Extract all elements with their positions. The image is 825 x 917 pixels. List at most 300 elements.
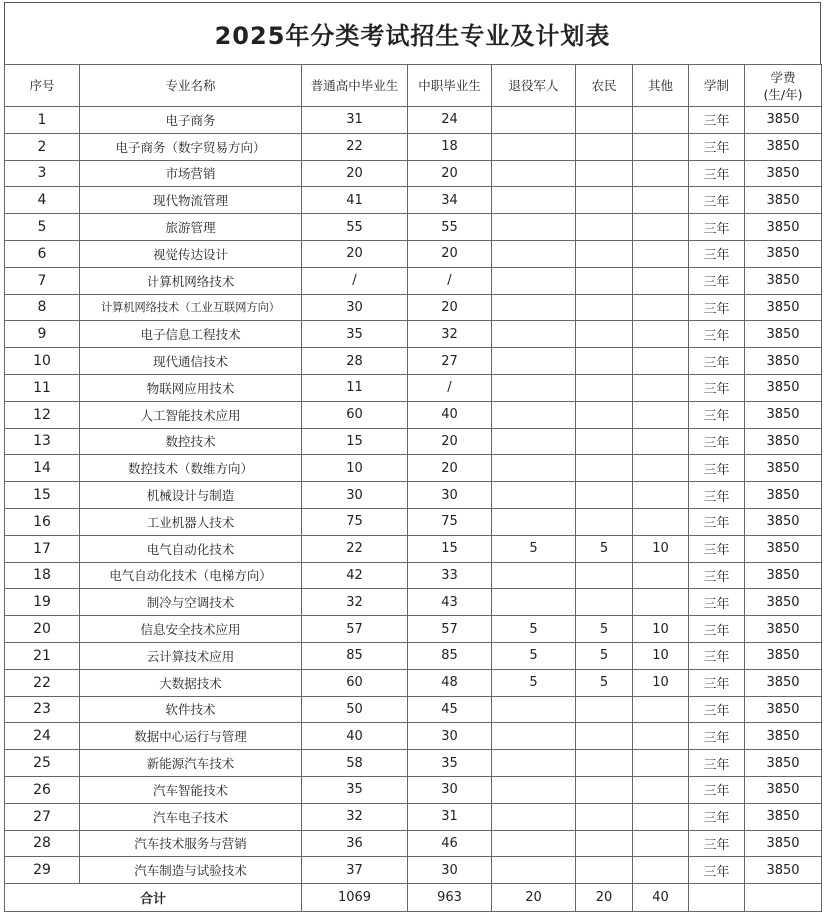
enrollment-plan-table bbox=[4, 64, 822, 912]
cell-high-school: 10 bbox=[302, 455, 408, 482]
cell-vocational: 30 bbox=[408, 857, 492, 884]
cell-other bbox=[633, 321, 689, 348]
cell-no: 23 bbox=[5, 696, 80, 723]
cell-vocational: / bbox=[408, 267, 492, 294]
cell-no: 19 bbox=[5, 589, 80, 616]
cell-major: 数控技术 bbox=[80, 428, 302, 455]
cell-major: 视觉传达设计 bbox=[80, 240, 302, 267]
cell-vocational: 33 bbox=[408, 562, 492, 589]
table-row bbox=[5, 723, 822, 750]
cell-farmer bbox=[576, 294, 633, 321]
cell-vocational: 20 bbox=[408, 160, 492, 187]
cell-fee: 3850 bbox=[745, 589, 822, 616]
cell-major: 计算机网络技术 bbox=[80, 267, 302, 294]
cell-veteran bbox=[492, 482, 576, 509]
cell-fee: 3850 bbox=[745, 750, 822, 777]
cell-vocational: 35 bbox=[408, 750, 492, 777]
cell-no: 4 bbox=[5, 187, 80, 214]
cell-duration: 三年 bbox=[689, 535, 745, 562]
totals-label: 合计 bbox=[5, 884, 302, 912]
cell-farmer bbox=[576, 160, 633, 187]
cell-high-school: 32 bbox=[302, 803, 408, 830]
cell-no: 25 bbox=[5, 750, 80, 777]
cell-other bbox=[633, 428, 689, 455]
cell-duration: 三年 bbox=[689, 723, 745, 750]
cell-other bbox=[633, 187, 689, 214]
table-row bbox=[5, 428, 822, 455]
cell-major: 电气自动化技术（电梯方向） bbox=[80, 562, 302, 589]
cell-other bbox=[633, 562, 689, 589]
totals-other: 40 bbox=[633, 884, 689, 912]
cell-high-school: 32 bbox=[302, 589, 408, 616]
cell-farmer bbox=[576, 482, 633, 509]
cell-veteran bbox=[492, 187, 576, 214]
cell-farmer bbox=[576, 321, 633, 348]
cell-vocational: 55 bbox=[408, 214, 492, 241]
table-row bbox=[5, 857, 822, 884]
cell-high-school: 60 bbox=[302, 669, 408, 696]
cell-duration: 三年 bbox=[689, 214, 745, 241]
cell-fee: 3850 bbox=[745, 830, 822, 857]
cell-veteran: 5 bbox=[492, 642, 576, 669]
cell-farmer bbox=[576, 723, 633, 750]
cell-fee: 3850 bbox=[745, 294, 822, 321]
cell-vocational: 85 bbox=[408, 642, 492, 669]
cell-farmer bbox=[576, 803, 633, 830]
cell-high-school: 36 bbox=[302, 830, 408, 857]
cell-fee: 3850 bbox=[745, 696, 822, 723]
cell-farmer: 5 bbox=[576, 535, 633, 562]
cell-no: 28 bbox=[5, 830, 80, 857]
table-row bbox=[5, 508, 822, 535]
cell-veteran bbox=[492, 267, 576, 294]
cell-fee: 3850 bbox=[745, 616, 822, 643]
plan-sheet bbox=[4, 2, 821, 914]
cell-farmer bbox=[576, 696, 633, 723]
header-no: 序号 bbox=[5, 65, 80, 107]
cell-no: 5 bbox=[5, 214, 80, 241]
cell-veteran bbox=[492, 750, 576, 777]
cell-fee: 3850 bbox=[745, 187, 822, 214]
cell-other: 10 bbox=[633, 616, 689, 643]
cell-vocational: 15 bbox=[408, 535, 492, 562]
cell-duration: 三年 bbox=[689, 348, 745, 375]
cell-other bbox=[633, 830, 689, 857]
cell-duration: 三年 bbox=[689, 562, 745, 589]
cell-veteran bbox=[492, 133, 576, 160]
cell-major: 汽车技术服务与营销 bbox=[80, 830, 302, 857]
cell-vocational: 34 bbox=[408, 187, 492, 214]
header-vocational: 中职毕业生 bbox=[408, 65, 492, 107]
cell-other bbox=[633, 508, 689, 535]
cell-veteran bbox=[492, 401, 576, 428]
header-major: 专业名称 bbox=[80, 65, 302, 107]
cell-major: 电子商务 bbox=[80, 107, 302, 134]
cell-high-school: 41 bbox=[302, 187, 408, 214]
table-row bbox=[5, 321, 822, 348]
table-row bbox=[5, 589, 822, 616]
cell-other bbox=[633, 133, 689, 160]
cell-fee: 3850 bbox=[745, 321, 822, 348]
cell-duration: 三年 bbox=[689, 133, 745, 160]
cell-major: 现代通信技术 bbox=[80, 348, 302, 375]
cell-major: 市场营销 bbox=[80, 160, 302, 187]
table-row bbox=[5, 535, 822, 562]
cell-vocational: 20 bbox=[408, 240, 492, 267]
table-row bbox=[5, 803, 822, 830]
cell-other bbox=[633, 723, 689, 750]
table-row bbox=[5, 562, 822, 589]
cell-major: 现代物流管理 bbox=[80, 187, 302, 214]
cell-farmer bbox=[576, 187, 633, 214]
table-body bbox=[5, 107, 822, 884]
cell-major: 新能源汽车技术 bbox=[80, 750, 302, 777]
cell-duration: 三年 bbox=[689, 750, 745, 777]
totals-vocational: 963 bbox=[408, 884, 492, 912]
table-row bbox=[5, 374, 822, 401]
cell-vocational: 24 bbox=[408, 107, 492, 134]
cell-veteran bbox=[492, 562, 576, 589]
cell-vocational: 45 bbox=[408, 696, 492, 723]
cell-other bbox=[633, 374, 689, 401]
cell-major: 信息安全技术应用 bbox=[80, 616, 302, 643]
cell-duration: 三年 bbox=[689, 187, 745, 214]
table-row bbox=[5, 160, 822, 187]
cell-major: 计算机网络技术（工业互联网方向） bbox=[80, 294, 302, 321]
cell-fee: 3850 bbox=[745, 374, 822, 401]
page-title: 2025年分类考试招生专业及计划表 bbox=[4, 2, 821, 64]
cell-high-school: 75 bbox=[302, 508, 408, 535]
cell-major: 工业机器人技术 bbox=[80, 508, 302, 535]
cell-high-school: 35 bbox=[302, 321, 408, 348]
cell-high-school: 22 bbox=[302, 535, 408, 562]
cell-veteran bbox=[492, 508, 576, 535]
table-row bbox=[5, 133, 822, 160]
cell-no: 12 bbox=[5, 401, 80, 428]
cell-vocational: 30 bbox=[408, 776, 492, 803]
cell-vocational: 75 bbox=[408, 508, 492, 535]
table-row bbox=[5, 187, 822, 214]
cell-vocational: 20 bbox=[408, 428, 492, 455]
header-high-school: 普通高中毕业生 bbox=[302, 65, 408, 107]
cell-veteran bbox=[492, 348, 576, 375]
cell-fee: 3850 bbox=[745, 348, 822, 375]
cell-no: 14 bbox=[5, 455, 80, 482]
cell-veteran: 5 bbox=[492, 669, 576, 696]
cell-farmer: 5 bbox=[576, 642, 633, 669]
cell-veteran bbox=[492, 455, 576, 482]
cell-fee: 3850 bbox=[745, 455, 822, 482]
cell-farmer bbox=[576, 428, 633, 455]
cell-veteran bbox=[492, 857, 576, 884]
cell-fee: 3850 bbox=[745, 669, 822, 696]
cell-high-school: 40 bbox=[302, 723, 408, 750]
cell-fee: 3850 bbox=[745, 482, 822, 509]
cell-duration: 三年 bbox=[689, 428, 745, 455]
cell-duration: 三年 bbox=[689, 830, 745, 857]
cell-high-school: 60 bbox=[302, 401, 408, 428]
cell-farmer bbox=[576, 857, 633, 884]
cell-farmer bbox=[576, 107, 633, 134]
cell-other bbox=[633, 107, 689, 134]
table-row bbox=[5, 107, 822, 134]
cell-veteran bbox=[492, 830, 576, 857]
cell-duration: 三年 bbox=[689, 267, 745, 294]
cell-duration: 三年 bbox=[689, 294, 745, 321]
table-row bbox=[5, 214, 822, 241]
cell-major: 机械设计与制造 bbox=[80, 482, 302, 509]
cell-vocational: 20 bbox=[408, 455, 492, 482]
cell-veteran bbox=[492, 107, 576, 134]
cell-other bbox=[633, 294, 689, 321]
header-row bbox=[5, 65, 822, 107]
cell-major: 软件技术 bbox=[80, 696, 302, 723]
cell-high-school: 42 bbox=[302, 562, 408, 589]
cell-no: 13 bbox=[5, 428, 80, 455]
cell-veteran: 5 bbox=[492, 535, 576, 562]
table-row bbox=[5, 669, 822, 696]
cell-no: 24 bbox=[5, 723, 80, 750]
cell-fee: 3850 bbox=[745, 267, 822, 294]
cell-duration: 三年 bbox=[689, 696, 745, 723]
cell-other bbox=[633, 160, 689, 187]
cell-other bbox=[633, 348, 689, 375]
cell-veteran bbox=[492, 160, 576, 187]
totals-high-school: 1069 bbox=[302, 884, 408, 912]
cell-vocational: / bbox=[408, 374, 492, 401]
totals-farmer: 20 bbox=[576, 884, 633, 912]
cell-major: 制冷与空调技术 bbox=[80, 589, 302, 616]
cell-no: 11 bbox=[5, 374, 80, 401]
cell-farmer bbox=[576, 776, 633, 803]
cell-vocational: 27 bbox=[408, 348, 492, 375]
cell-duration: 三年 bbox=[689, 401, 745, 428]
cell-veteran: 5 bbox=[492, 616, 576, 643]
cell-other bbox=[633, 482, 689, 509]
cell-major: 汽车智能技术 bbox=[80, 776, 302, 803]
cell-duration: 三年 bbox=[689, 240, 745, 267]
cell-veteran bbox=[492, 428, 576, 455]
cell-high-school: 30 bbox=[302, 482, 408, 509]
cell-other: 10 bbox=[633, 669, 689, 696]
cell-other bbox=[633, 696, 689, 723]
cell-fee: 3850 bbox=[745, 562, 822, 589]
cell-vocational: 30 bbox=[408, 482, 492, 509]
cell-high-school: 20 bbox=[302, 240, 408, 267]
cell-veteran bbox=[492, 214, 576, 241]
cell-duration: 三年 bbox=[689, 107, 745, 134]
cell-vocational: 57 bbox=[408, 616, 492, 643]
cell-fee: 3850 bbox=[745, 857, 822, 884]
cell-duration: 三年 bbox=[689, 776, 745, 803]
cell-duration: 三年 bbox=[689, 321, 745, 348]
totals-duration bbox=[689, 884, 745, 912]
cell-high-school: 31 bbox=[302, 107, 408, 134]
cell-no: 22 bbox=[5, 669, 80, 696]
cell-no: 21 bbox=[5, 642, 80, 669]
cell-major: 电气自动化技术 bbox=[80, 535, 302, 562]
cell-high-school: 50 bbox=[302, 696, 408, 723]
header-veteran: 退役军人 bbox=[492, 65, 576, 107]
cell-high-school: 20 bbox=[302, 160, 408, 187]
cell-veteran bbox=[492, 696, 576, 723]
cell-farmer bbox=[576, 240, 633, 267]
table-row bbox=[5, 696, 822, 723]
cell-vocational: 18 bbox=[408, 133, 492, 160]
cell-fee: 3850 bbox=[745, 240, 822, 267]
cell-fee: 3850 bbox=[745, 133, 822, 160]
cell-major: 汽车电子技术 bbox=[80, 803, 302, 830]
cell-other bbox=[633, 267, 689, 294]
cell-fee: 3850 bbox=[745, 428, 822, 455]
cell-high-school: 58 bbox=[302, 750, 408, 777]
table-row bbox=[5, 240, 822, 267]
header-fee-line1: 学费 bbox=[770, 69, 796, 85]
cell-fee: 3850 bbox=[745, 214, 822, 241]
cell-other bbox=[633, 214, 689, 241]
cell-veteran bbox=[492, 321, 576, 348]
cell-farmer bbox=[576, 455, 633, 482]
cell-no: 27 bbox=[5, 803, 80, 830]
cell-duration: 三年 bbox=[689, 616, 745, 643]
cell-farmer bbox=[576, 267, 633, 294]
cell-high-school: / bbox=[302, 267, 408, 294]
cell-major: 数据中心运行与管理 bbox=[80, 723, 302, 750]
cell-vocational: 20 bbox=[408, 294, 492, 321]
cell-fee: 3850 bbox=[745, 107, 822, 134]
cell-other: 10 bbox=[633, 642, 689, 669]
cell-other bbox=[633, 589, 689, 616]
cell-other bbox=[633, 240, 689, 267]
cell-duration: 三年 bbox=[689, 160, 745, 187]
cell-vocational: 30 bbox=[408, 723, 492, 750]
table-row bbox=[5, 348, 822, 375]
header-farmer: 农民 bbox=[576, 65, 633, 107]
cell-farmer bbox=[576, 562, 633, 589]
header-other: 其他 bbox=[633, 65, 689, 107]
cell-vocational: 31 bbox=[408, 803, 492, 830]
cell-no: 9 bbox=[5, 321, 80, 348]
cell-vocational: 32 bbox=[408, 321, 492, 348]
cell-duration: 三年 bbox=[689, 669, 745, 696]
cell-vocational: 40 bbox=[408, 401, 492, 428]
cell-no: 7 bbox=[5, 267, 80, 294]
cell-no: 8 bbox=[5, 294, 80, 321]
cell-other bbox=[633, 750, 689, 777]
cell-major: 大数据技术 bbox=[80, 669, 302, 696]
cell-major: 汽车制造与试验技术 bbox=[80, 857, 302, 884]
cell-major: 电子商务（数字贸易方向） bbox=[80, 133, 302, 160]
cell-farmer bbox=[576, 374, 633, 401]
cell-high-school: 15 bbox=[302, 428, 408, 455]
cell-farmer: 5 bbox=[576, 669, 633, 696]
cell-high-school: 35 bbox=[302, 776, 408, 803]
cell-duration: 三年 bbox=[689, 857, 745, 884]
table-row bbox=[5, 616, 822, 643]
table-row bbox=[5, 455, 822, 482]
cell-fee: 3850 bbox=[745, 535, 822, 562]
cell-duration: 三年 bbox=[689, 374, 745, 401]
cell-duration: 三年 bbox=[689, 803, 745, 830]
cell-no: 2 bbox=[5, 133, 80, 160]
cell-no: 15 bbox=[5, 482, 80, 509]
cell-no: 18 bbox=[5, 562, 80, 589]
cell-veteran bbox=[492, 589, 576, 616]
table-row bbox=[5, 401, 822, 428]
cell-veteran bbox=[492, 776, 576, 803]
cell-veteran bbox=[492, 294, 576, 321]
table-row bbox=[5, 642, 822, 669]
cell-duration: 三年 bbox=[689, 508, 745, 535]
cell-duration: 三年 bbox=[689, 455, 745, 482]
cell-duration: 三年 bbox=[689, 482, 745, 509]
cell-no: 29 bbox=[5, 857, 80, 884]
cell-farmer bbox=[576, 401, 633, 428]
cell-other: 10 bbox=[633, 535, 689, 562]
cell-no: 17 bbox=[5, 535, 80, 562]
cell-major: 物联网应用技术 bbox=[80, 374, 302, 401]
cell-veteran bbox=[492, 723, 576, 750]
cell-farmer bbox=[576, 348, 633, 375]
cell-fee: 3850 bbox=[745, 401, 822, 428]
cell-vocational: 46 bbox=[408, 830, 492, 857]
totals-veteran: 20 bbox=[492, 884, 576, 912]
table-row bbox=[5, 294, 822, 321]
cell-no: 16 bbox=[5, 508, 80, 535]
cell-duration: 三年 bbox=[689, 642, 745, 669]
cell-no: 1 bbox=[5, 107, 80, 134]
cell-farmer bbox=[576, 830, 633, 857]
header-fee bbox=[745, 65, 822, 107]
cell-no: 6 bbox=[5, 240, 80, 267]
cell-farmer bbox=[576, 750, 633, 777]
cell-fee: 3850 bbox=[745, 642, 822, 669]
cell-major: 电子信息工程技术 bbox=[80, 321, 302, 348]
cell-fee: 3850 bbox=[745, 803, 822, 830]
header-duration: 学制 bbox=[689, 65, 745, 107]
cell-high-school: 22 bbox=[302, 133, 408, 160]
cell-farmer bbox=[576, 214, 633, 241]
cell-other bbox=[633, 455, 689, 482]
cell-duration: 三年 bbox=[689, 589, 745, 616]
cell-no: 10 bbox=[5, 348, 80, 375]
cell-major: 数控技术（数维方向） bbox=[80, 455, 302, 482]
cell-veteran bbox=[492, 803, 576, 830]
cell-no: 20 bbox=[5, 616, 80, 643]
table-row bbox=[5, 830, 822, 857]
cell-high-school: 55 bbox=[302, 214, 408, 241]
cell-other bbox=[633, 857, 689, 884]
cell-major: 云计算技术应用 bbox=[80, 642, 302, 669]
cell-fee: 3850 bbox=[745, 508, 822, 535]
cell-veteran bbox=[492, 374, 576, 401]
cell-no: 3 bbox=[5, 160, 80, 187]
cell-high-school: 37 bbox=[302, 857, 408, 884]
totals-row bbox=[5, 884, 822, 912]
cell-major: 人工智能技术应用 bbox=[80, 401, 302, 428]
cell-farmer bbox=[576, 133, 633, 160]
table-row bbox=[5, 750, 822, 777]
cell-other bbox=[633, 803, 689, 830]
cell-farmer bbox=[576, 508, 633, 535]
cell-high-school: 11 bbox=[302, 374, 408, 401]
cell-farmer bbox=[576, 589, 633, 616]
totals-fee bbox=[745, 884, 822, 912]
table-row bbox=[5, 267, 822, 294]
cell-high-school: 57 bbox=[302, 616, 408, 643]
table-row bbox=[5, 776, 822, 803]
header-fee-line2: (生/年) bbox=[763, 86, 803, 102]
